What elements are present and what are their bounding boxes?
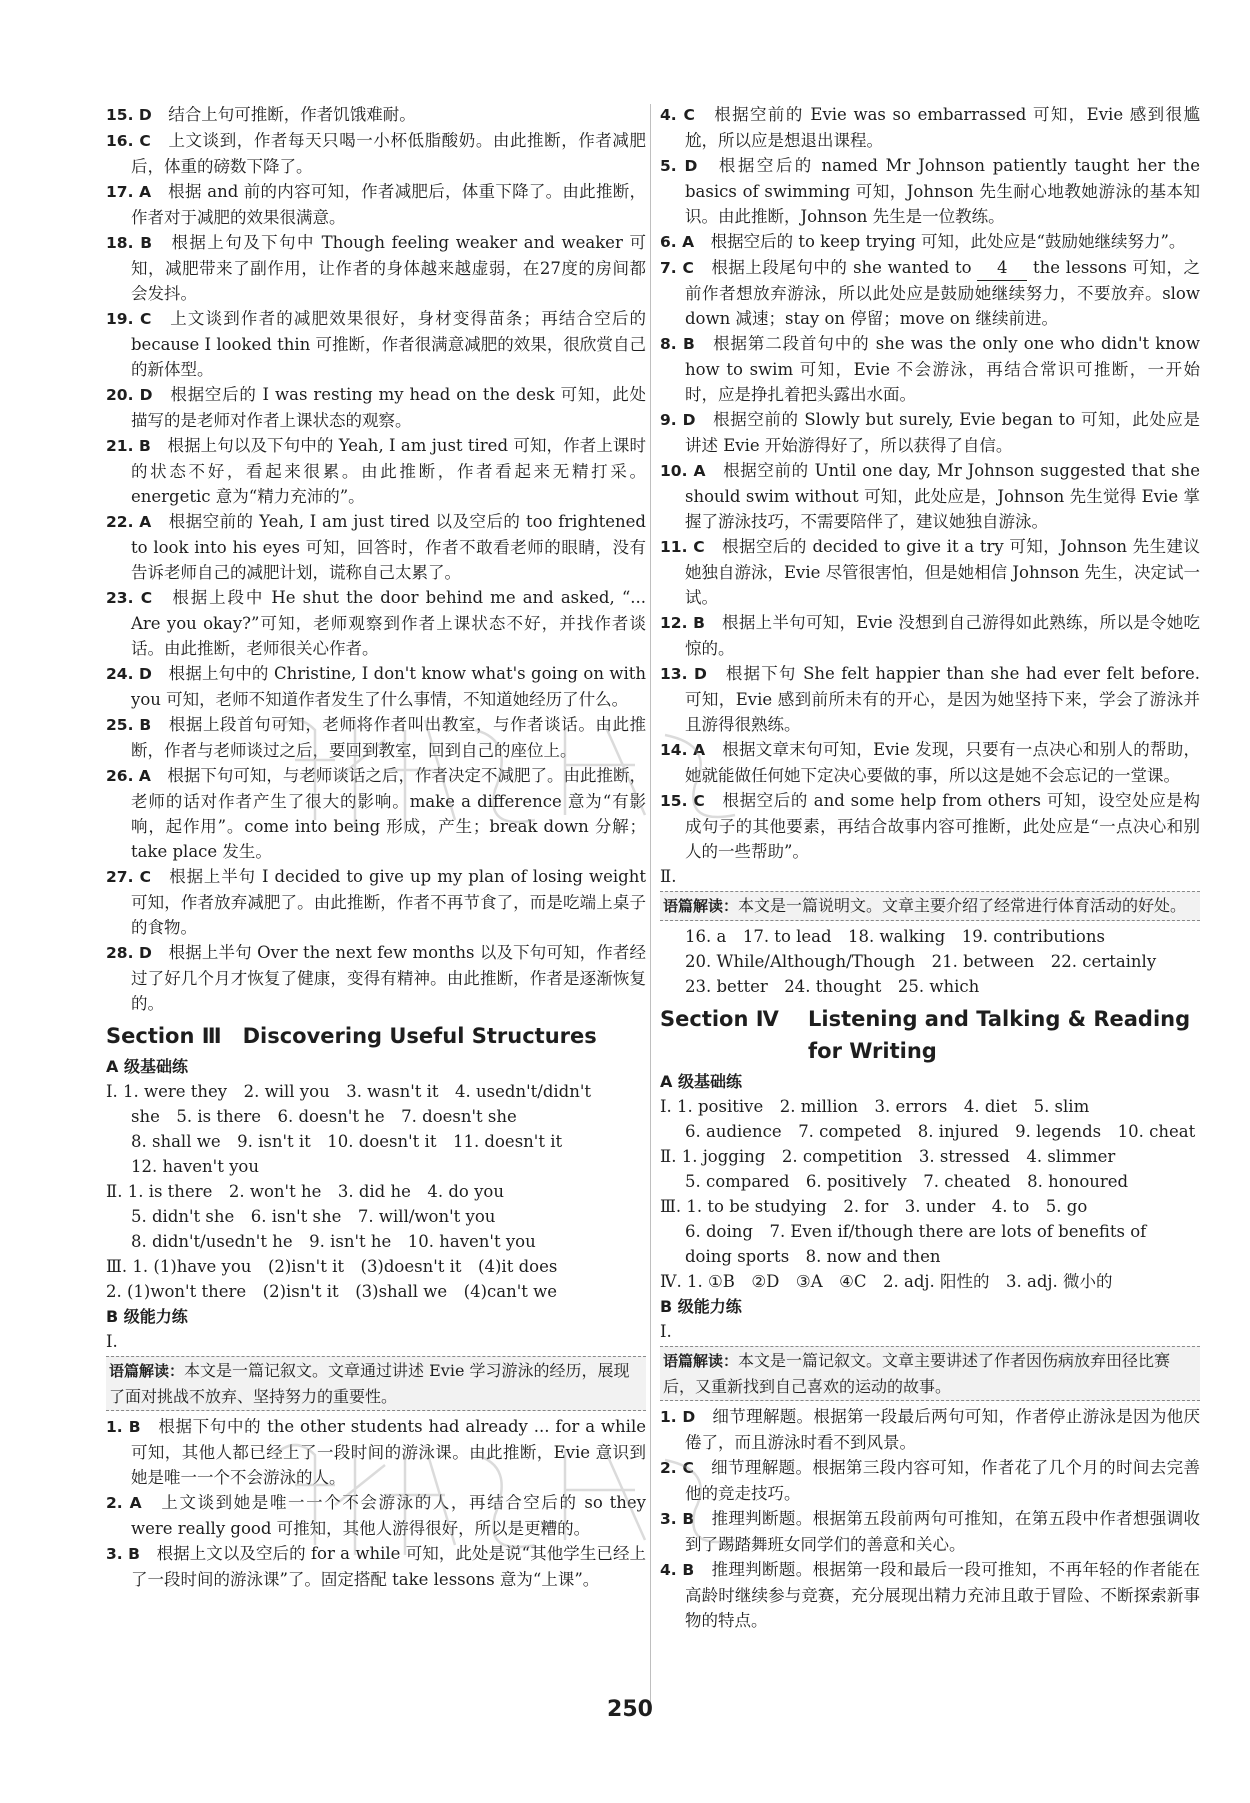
answer-text: 结合上句可推断，作者饥饿难耐。 [168, 105, 416, 124]
answer-item [660, 1404, 1200, 1455]
answer-item [106, 1414, 646, 1490]
left-answer-list [106, 102, 646, 1016]
answer-line: 6. doing 7. Even if/though there are lots of benefits of [685, 1222, 1147, 1241]
answer-text: 根据空后的 I was resting my head on the desk 可知，此处描写的是老师对作者上课状态的观察。 [131, 385, 647, 430]
answer-item [106, 179, 646, 230]
part-2-answers [660, 924, 1200, 999]
answer-text: 根据空后的 and some help from others 可知，设空处应是构成句子的其他要素，再结合故事内容可推断，此处应是“一点决心和别人的一些帮助”。 [685, 791, 1201, 861]
answer-number: 12. B [660, 614, 705, 632]
part-2-summary-box [660, 891, 1200, 921]
summary-text: 本文是一篇说明文。文章主要介绍了经常进行体育活动的好处。 [738, 896, 1187, 915]
section-3-label: Section Ⅲ [106, 1024, 222, 1048]
answer-number: 7. C [660, 259, 694, 277]
answer-number: 26. A [106, 767, 151, 785]
answer-text: 上文谈到作者的减肥效果很好，身材变得苗条；再结合空后的 because I looked thin 可推断，作者很满意减肥的效果，很欣赏自己的新体型。 [131, 309, 647, 379]
answer-item [106, 102, 646, 128]
answer-line: Ⅲ. 1. to be studying 2. for 3. under 4. to 5. go [660, 1197, 1088, 1216]
answer-line: she 5. is there 6. doesn't he 7. doesn't she [131, 1107, 517, 1126]
answer-number: 25. B [106, 716, 152, 734]
answer-line: 8. shall we 9. isn't it 10. doesn't it 11. doesn't it [131, 1132, 563, 1151]
section-4-heading [660, 1003, 1200, 1067]
section-3-heading [106, 1020, 646, 1052]
section-3-title: Discovering Useful Structures [242, 1024, 597, 1048]
answer-number: 19. C [106, 310, 152, 328]
answer-item [106, 128, 646, 179]
section-4-title-line1: Listening and Talking & Reading [808, 1007, 1191, 1031]
answer-number: 1. D [660, 1408, 696, 1426]
section-4-explanations [660, 1404, 1200, 1633]
section-3-summary-box [106, 1356, 646, 1411]
answer-item [660, 458, 1200, 534]
answer-line: 6. audience 7. competed 8. injured 9. legends 10. cheat [685, 1122, 1196, 1141]
answer-item [660, 255, 1200, 331]
answer-item [106, 433, 646, 509]
answer-text: 根据下句中的 the other students had already ... for a while 可知，其他人都已经上了一段时间的游泳课。由此推断，Evie 意识到她是唯一一个不会游泳的人。 [131, 1417, 646, 1487]
answer-number: 27. C [106, 868, 152, 886]
answer-item [660, 153, 1200, 229]
answer-item [106, 1490, 646, 1541]
answer-text: 细节理解题。根据第三段内容可知，作者花了几个月的时间去完善他的竞走技巧。 [685, 1458, 1201, 1503]
section-3-level-b: B 级能力练 [106, 1307, 188, 1326]
section-3-level-a: A 级基础练 [106, 1057, 188, 1076]
answer-line: doing sports 8. now and then [685, 1247, 941, 1266]
section-3-roman: Ⅰ. [106, 1332, 118, 1351]
answer-number: 22. A [106, 513, 152, 531]
answer-item [106, 509, 646, 585]
answer-item [106, 382, 646, 433]
answer-number: 13. D [660, 665, 707, 683]
answer-text: 根据 and 前的内容可知，作者减肥后，体重下降了。由此推断，作者对于减肥的效果很满意。 [131, 182, 646, 227]
answer-text: 上文谈到，作者每天只喝一小杯低脂酸奶。由此推断，作者减肥后，体重的磅数下降了。 [131, 131, 647, 176]
answer-text: 根据上半句 Over the next few months 以及下句可知，作者经过了好几个月才恢复了健康，变得有精神。由此推断，作者是逐渐恢复的。 [131, 943, 646, 1013]
section-4-level-b: B 级能力练 [660, 1297, 742, 1316]
answer-item [660, 407, 1200, 458]
answer-number: 18. B [106, 234, 153, 252]
answer-text: 根据空后的 to keep trying 可知，此处应是“鼓励她继续努力”。 [710, 232, 1186, 251]
section-4-summary-box [660, 1346, 1200, 1401]
answer-number: 23. C [106, 589, 153, 607]
answer-number: 16. C [106, 132, 151, 150]
answer-text: 根据空前的 Yeah, I am just tired 以及空后的 too frightened to look into his eyes 可知，回答时，作者不敢看老师的眼睛，没有告诉老师自己的减肥计划，谎称自己太累了。 [131, 512, 646, 582]
section-4-label: Section Ⅳ [660, 1007, 779, 1031]
answer-item [106, 712, 646, 763]
answer-line: Ⅱ. 1. is there 2. won't he 3. did he 4. do you [106, 1182, 504, 1201]
answer-number: 20. D [106, 386, 153, 404]
answer-line: 5. didn't she 6. isn't she 7. will/won't you [131, 1207, 496, 1226]
section-4-roman: Ⅰ. [660, 1322, 672, 1341]
answer-item [106, 661, 646, 712]
answer-item [660, 102, 1200, 153]
answer-text: 根据空前的 Until one day, Mr Johnson suggested that she should swim without 可知，此处应是，Johnson 先生觉得 Evie 掌握了游泳技巧，不需要陪伴了，建议她独自游泳。 [685, 461, 1200, 531]
summary-text: 本文是一篇记叙文。文章通过讲述 Evie 学习游泳的经历，展现了面对挑战不放弃、坚持努力的重要性。 [109, 1361, 630, 1406]
answer-number: 8. B [660, 335, 695, 353]
answer-text: 根据上段中 He shut the door behind me and asked, “... Are you okay?”可知，老师观察到作者上课状态不好，并找作者谈话。由此推断，老师很关心作者。 [131, 588, 647, 658]
answer-item [660, 610, 1200, 661]
answer-number: 1. B [106, 1418, 141, 1436]
answer-text: 根据上句及下句中 Though feeling weaker and weaker 可知，减肥带来了副作用，让作者的身体越来越虚弱，在27度的房间都会发抖。 [131, 233, 647, 303]
right-answer-list [660, 102, 1200, 864]
answer-number: 2. A [106, 1494, 142, 1512]
answer-item [106, 585, 646, 661]
answer-text: 细节理解题。根据第一段最后两句可知，作者停止游泳是因为他厌倦了，而且游泳时看不到风景。 [685, 1407, 1201, 1452]
answer-number: 24. D [106, 665, 152, 683]
answer-number: 2. C [660, 1459, 694, 1477]
answer-line: 5. compared 6. positively 7. cheated 8. honoured [685, 1172, 1129, 1191]
answer-line: 16. a 17. to lead 18. walking 19. contributions [685, 927, 1105, 946]
section-4-level-a: A 级基础练 [660, 1072, 742, 1091]
answer-line: Ⅲ. 1. (1)have you (2)isn't it (3)doesn't it (4)it does [106, 1257, 558, 1276]
answer-text: 根据下句可知，与老师谈话之后，作者决定不减肥了。由此推断，老师的话对作者产生了很大的影响。make a difference 意为“有影响，起作用”。come into being 形成，产生；break down 分解；take place 发生。 [131, 766, 647, 861]
answer-item [106, 230, 646, 306]
answer-item [660, 229, 1200, 255]
answer-number: 4. C [660, 106, 695, 124]
answer-item [106, 864, 646, 940]
answer-number: 3. B [106, 1545, 140, 1563]
answer-line: 8. didn't/usedn't he 9. isn't he 10. haven't you [131, 1232, 536, 1251]
answer-text: 根据文章末句可知，Evie 发现，只要有一点决心和别人的帮助，她就能做任何她下定决心要做的事，所以这是她不会忘记的一堂课。 [685, 740, 1201, 785]
answer-item [660, 788, 1200, 864]
answer-number: 11. C [660, 538, 705, 556]
answer-text: 根据空前的 Evie was so embarrassed 可知，Evie 感到很尴尬，所以应是想退出课程。 [685, 105, 1200, 150]
answer-line: Ⅰ. 1. were they 2. will you 3. wasn't it 4. usedn't/didn't [106, 1082, 592, 1101]
section-4-title-line2: for Writing [808, 1039, 937, 1063]
answer-item [660, 1557, 1200, 1633]
answer-text: 根据上半句可知，Evie 没想到自己游得如此熟练，所以是令她吃惊的。 [685, 613, 1201, 658]
answer-text: 根据上段首句可知，老师将作者叫出教室，与作者谈话。由此推断，作者与老师谈过之后，要回到教室，回到自己的座位上。 [131, 715, 647, 760]
answer-text: 根据空前的 Slowly but surely, Evie began to 可知，此处应是讲述 Evie 开始游得好了，所以获得了自信。 [685, 410, 1201, 455]
answer-text: 根据上句以及下句中的 Yeah, I am just tired 可知，作者上课时的状态不好，看起来很累。由此推断，作者看起来无精打采。energetic 意为“精力充沛的”。 [131, 436, 647, 506]
column-divider [650, 104, 651, 1714]
answer-item [660, 331, 1200, 407]
answer-text: 根据上半句 I decided to give up my plan of losing weight 可知，作者放弃减肥了。由此推断，作者不再节食了，而是吃端上桌子的食物。 [131, 867, 647, 937]
answer-text: the lessons 可知，之前作者想放弃游泳，所以此处应是鼓励她继续努力，不要放弃。slow down 减速；stay on 停留；move on 继续前进。 [685, 258, 1201, 328]
answer-number: 15. C [660, 792, 705, 810]
answer-number: 28. D [106, 944, 152, 962]
right-column [660, 102, 1200, 1633]
summary-text: 本文是一篇记叙文。文章主要讲述了作者因伤病放弃田径比赛后，又重新找到自己喜欢的运动的故事。 [663, 1351, 1171, 1396]
answer-line: Ⅱ. 1. jogging 2. competition 3. stressed 4. slimmer [660, 1147, 1116, 1166]
answer-line: 12. haven't you [131, 1157, 259, 1176]
answer-text: 根据上文以及空后的 for a while 可知，此处是说“其他学生已经上了一段时间的游泳课”了。固定搭配 take lessons 意为“上课”。 [131, 1544, 647, 1589]
answer-number: 15. D [106, 106, 152, 124]
section-3-answers [106, 1079, 646, 1304]
answer-number: 4. B [660, 1561, 695, 1579]
answer-item [106, 940, 646, 1016]
answer-item [660, 1506, 1200, 1557]
answer-line: 20. While/Although/Though 21. between 22. certainly [685, 952, 1157, 971]
answer-item [660, 534, 1200, 610]
answer-item [106, 306, 646, 382]
summary-label: 语篇解读： [663, 897, 739, 915]
answer-text: 根据空后的 decided to give it a try 可知，Johnson 先生建议她独自游泳，Evie 尽管很害怕，但是她相信 Johnson 先生，决定试一试。 [685, 537, 1200, 607]
answer-text: 根据上句中的 Christine, I don't know what's going on with you 可知，老师不知道作者发生了什么事情，不知道她经历了什么。 [131, 664, 646, 709]
answer-item [660, 1455, 1200, 1506]
answer-item [106, 763, 646, 864]
section-4-answers [660, 1094, 1200, 1294]
answer-number: 6. A [660, 233, 695, 251]
answer-number: 14. A [660, 741, 706, 759]
answer-line: Ⅰ. 1. positive 2. million 3. errors 4. diet 5. slim [660, 1097, 1090, 1116]
answer-number: 3. B [660, 1510, 695, 1528]
answer-text: 上文谈到她是唯一一个不会游泳的人，再结合空后的 so they were really good 可推知，其他人游得很好，所以是更糟的。 [131, 1493, 646, 1538]
answer-text: 推理判断题。根据第一段和最后一段可推知，不再年轻的作者能在高龄时继续参与竞赛，充分展现出精力充沛且敢于冒险、不断探索新事物的特点。 [685, 1560, 1201, 1630]
left-column [106, 102, 646, 1592]
answer-item [660, 661, 1200, 737]
part-2-roman: Ⅱ. [660, 867, 677, 886]
blank-number: 4 [977, 255, 1027, 281]
answer-number: 5. D [660, 157, 698, 175]
answer-number: 10. A [660, 462, 706, 480]
answer-number: 17. A [106, 183, 152, 201]
answer-line: 23. better 24. thought 25. which [685, 977, 980, 996]
answer-number: 21. B [106, 437, 151, 455]
answer-text: 根据第二段首句中的 she was the only one who didn't know how to swim 可知，Evie 不会游泳，再结合常识可推断，一开始时，应是挣扎着把头露出水面。 [685, 334, 1200, 404]
page-number: 250 [607, 1697, 653, 1722]
section-3-explanations [106, 1414, 646, 1592]
answer-text: 根据下句 She felt happier than she had ever felt before. 可知，Evie 感到前所未有的开心，是因为她坚持下来，学会了游泳并且游得很熟练。 [685, 664, 1200, 734]
answer-text: 根据空后的 named Mr Johnson patiently taught her the basics of swimming 可知，Johnson 先生耐心地教她游泳的基本知识。由此推断，Johnson 先生是一位教练。 [685, 156, 1201, 226]
summary-label: 语篇解读： [109, 1362, 185, 1380]
answer-line: Ⅳ. 1. ①B ②D ③A ④C 2. adj. 阳性的 3. adj. 微小的 [660, 1272, 1113, 1291]
answer-item [106, 1541, 646, 1592]
answer-number: 9. D [660, 411, 696, 429]
answer-text: 根据上段尾句中的 she wanted to [711, 258, 972, 277]
summary-label: 语篇解读： [663, 1352, 739, 1370]
answer-item [660, 737, 1200, 788]
answer-text: 推理判断题。根据第五段前两句可推知，在第五段中作者想强调收到了踢踏舞班女同学们的善意和关心。 [685, 1509, 1201, 1554]
answer-line: 2. (1)won't there (2)isn't it (3)shall we (4)can't we [106, 1282, 558, 1301]
